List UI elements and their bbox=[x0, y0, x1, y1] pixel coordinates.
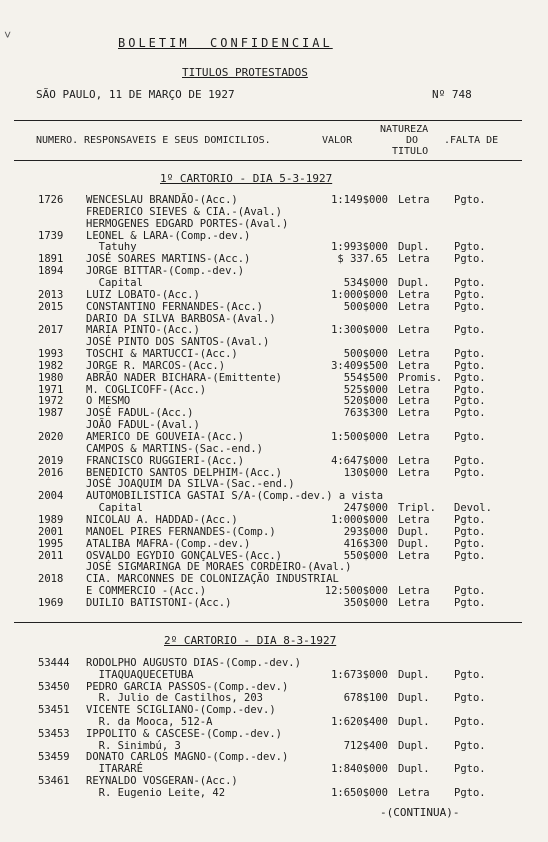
table-row bbox=[0, 455, 548, 467]
row-valor: 1:650$000 bbox=[331, 786, 388, 799]
row-responsavel: RODOLPHO AUGUSTO DIAS-(Comp.-dev.) bbox=[86, 657, 301, 669]
row-valor: 763$300 bbox=[343, 407, 388, 420]
row-natureza: Letra bbox=[398, 549, 430, 562]
table-row bbox=[0, 395, 548, 407]
row-number: 1726 bbox=[38, 194, 64, 206]
table-row bbox=[0, 550, 548, 562]
row-number: 1972 bbox=[38, 395, 64, 408]
row-responsavel: DONATO CARLOS MAGNO-(Comp.-dev.) bbox=[86, 751, 289, 764]
row-valor: 1:840$000 bbox=[331, 763, 388, 776]
row-falta: Pgto. bbox=[454, 253, 486, 266]
table-row bbox=[0, 206, 548, 218]
row-responsavel: OSVALDO EGYDIO GONÇALVES-(Acc.) bbox=[86, 549, 282, 562]
row-valor: 520$000 bbox=[343, 395, 388, 408]
row-valor: 1:620$400 bbox=[331, 716, 388, 728]
row-number: 2004 bbox=[38, 490, 64, 503]
row-falta: Pgto. bbox=[454, 431, 486, 443]
table-row bbox=[0, 419, 548, 431]
table-row bbox=[0, 538, 548, 550]
row-falta: Pgto. bbox=[454, 692, 486, 705]
row-responsavel: AMERICO DE GOUVEIA-(Acc.) bbox=[86, 431, 245, 443]
table-row bbox=[0, 407, 548, 419]
row-responsavel: BENEDICTO SANTOS DELPHIM-(Acc.) bbox=[86, 466, 282, 479]
row-falta: Pgto. bbox=[454, 407, 486, 420]
row-natureza: Letra bbox=[398, 348, 430, 361]
row-falta: Pgto. bbox=[454, 763, 486, 776]
row-responsavel: VICENTE SCIGLIANO-(Comp.-dev.) bbox=[86, 704, 276, 717]
row-responsavel: R. Eugenio Leite, 42 bbox=[86, 786, 226, 799]
table-row bbox=[0, 431, 548, 443]
table-row bbox=[0, 669, 548, 681]
row-falta: Pgto. bbox=[454, 549, 486, 562]
table-row bbox=[0, 657, 548, 669]
row-valor: 1:000$000 bbox=[331, 513, 388, 526]
row-natureza: Letra bbox=[398, 466, 430, 479]
table-row bbox=[0, 681, 548, 693]
row-falta: Pgto. bbox=[454, 276, 486, 289]
row-falta: Pgto. bbox=[454, 739, 486, 752]
row-responsavel: Capital bbox=[86, 276, 143, 289]
row-valor: 712$400 bbox=[343, 739, 388, 752]
row-natureza: Dupl. bbox=[398, 739, 430, 752]
row-falta: Pgto. bbox=[454, 466, 486, 479]
row-natureza: Letra bbox=[398, 324, 430, 337]
row-falta: Pgto. bbox=[454, 596, 486, 609]
row-natureza: Dupl. bbox=[398, 692, 430, 705]
row-falta: Pgto. bbox=[454, 395, 486, 408]
row-number: 2020 bbox=[38, 431, 64, 443]
row-natureza: Letra bbox=[398, 407, 430, 420]
table-row bbox=[0, 360, 548, 372]
row-natureza: Dupl. bbox=[398, 241, 430, 254]
row-responsavel: IPPOLITO & CASCESE-(Comp.-dev.) bbox=[86, 727, 282, 740]
row-valor: 534$000 bbox=[343, 276, 388, 289]
row-number: 1969 bbox=[38, 596, 64, 609]
row-natureza: Letra bbox=[398, 359, 430, 372]
table-row bbox=[0, 502, 548, 514]
row-number: 2017 bbox=[38, 324, 64, 337]
table-row bbox=[0, 467, 548, 479]
row-falta: Devol. bbox=[454, 502, 492, 515]
row-falta: Pgto. bbox=[454, 525, 486, 538]
row-number: 1987 bbox=[38, 407, 64, 420]
row-number: 53451 bbox=[38, 704, 70, 717]
bulletin-subtitle: TITULOS PROTESTADOS bbox=[182, 66, 308, 79]
row-valor: 350$000 bbox=[343, 596, 388, 609]
row-number: 53461 bbox=[38, 775, 70, 787]
row-responsavel: CONSTANTINO FERNANDES-(Acc.) bbox=[86, 300, 264, 313]
row-falta: Pgto. bbox=[454, 513, 486, 526]
row-responsavel: LUIZ LOBATO-(Acc.) bbox=[86, 288, 200, 301]
table-row bbox=[0, 301, 548, 313]
table-row bbox=[0, 253, 548, 265]
row-natureza: Letra bbox=[398, 454, 430, 467]
row-valor: 550$000 bbox=[343, 549, 388, 562]
row-natureza: Dupl. bbox=[398, 525, 430, 538]
table-row bbox=[0, 289, 548, 301]
table-row bbox=[0, 585, 548, 597]
row-natureza: Letra bbox=[398, 300, 430, 313]
table-row bbox=[0, 561, 548, 573]
row-number: 53450 bbox=[38, 680, 70, 693]
row-number: 2001 bbox=[38, 525, 64, 538]
row-natureza: Dupl. bbox=[398, 716, 430, 728]
row-natureza: Letra bbox=[398, 596, 430, 609]
row-valor: 247$000 bbox=[343, 502, 388, 515]
row-number: 1995 bbox=[38, 537, 64, 550]
table-row bbox=[0, 573, 548, 585]
col-natureza: NATUREZA bbox=[380, 124, 429, 135]
row-responsavel: NICOLAU A. HADDAD-(Acc.) bbox=[86, 513, 238, 526]
row-falta: Pgto. bbox=[454, 194, 486, 206]
row-natureza: Tripl. bbox=[398, 502, 436, 515]
table-row bbox=[0, 348, 548, 360]
row-natureza: Letra bbox=[398, 395, 430, 408]
table-row bbox=[0, 241, 548, 253]
row-responsavel: ITARARÉ bbox=[86, 763, 143, 776]
section-heading-2: 2º CARTORIO - DIA 8-3-1927 bbox=[164, 634, 337, 647]
table-row bbox=[0, 313, 548, 325]
table-row bbox=[0, 372, 548, 384]
row-falta: Pgto. bbox=[454, 786, 486, 799]
row-responsavel: JOSÉ PINTO DOS SANTOS-(Aval.) bbox=[86, 336, 270, 349]
table-row bbox=[0, 787, 548, 799]
row-responsavel: LEONEL & LARA-(Comp.-dev.) bbox=[86, 229, 251, 242]
row-natureza: Letra bbox=[398, 288, 430, 301]
row-responsavel: REYNALDO VOSGERAN-(Acc.) bbox=[86, 775, 238, 787]
row-number: 53444 bbox=[38, 657, 70, 669]
row-valor: 525$000 bbox=[343, 383, 388, 396]
row-responsavel: DUILIO BATISTONI-(Acc.) bbox=[86, 596, 232, 609]
row-responsavel: JOSÉ SIGMARINGA DE MORAES CORDEIRO-(Aval.) bbox=[86, 561, 352, 574]
col-do: DO bbox=[406, 135, 419, 146]
row-natureza: Letra bbox=[398, 253, 430, 266]
table-row bbox=[0, 704, 548, 716]
row-number: 53453 bbox=[38, 727, 70, 740]
row-valor: 554$500 bbox=[343, 371, 388, 384]
row-responsavel: M. COGLICOFF-(Acc.) bbox=[86, 383, 207, 396]
row-falta: Pgto. bbox=[454, 371, 486, 384]
row-falta: Pgto. bbox=[454, 300, 486, 313]
row-responsavel: ITAQUAQUECETUBA bbox=[86, 668, 194, 681]
row-responsavel: ATALIBA MAFRA-(Comp.-dev.) bbox=[86, 537, 251, 550]
row-valor: 1:500$000 bbox=[331, 431, 388, 443]
row-falta: Pgto. bbox=[454, 383, 486, 396]
table-row bbox=[0, 194, 548, 206]
row-responsavel: HERMOGENES EDGARD PORTES-(Aval.) bbox=[86, 217, 289, 230]
row-responsavel: JOSÉ SOARES MARTINS-(Acc.) bbox=[86, 253, 251, 266]
col-valor: VALOR bbox=[322, 135, 353, 146]
row-valor: 1:000$000 bbox=[331, 288, 388, 301]
row-natureza: Letra bbox=[398, 585, 430, 598]
row-responsavel: JOSÉ FADUL-(Acc.) bbox=[86, 407, 194, 420]
table-row bbox=[0, 751, 548, 763]
margin-mark: ˅ bbox=[4, 28, 12, 42]
table-row bbox=[0, 728, 548, 740]
table-row bbox=[0, 277, 548, 289]
row-natureza: Promis. bbox=[398, 371, 443, 384]
row-natureza: Letra bbox=[398, 786, 430, 799]
row-responsavel: AUTOMOBILISTICA GASTAI S/A-(Comp.-dev.) a vista bbox=[86, 490, 384, 503]
bulletin-number: Nº 748 bbox=[432, 88, 472, 101]
row-valor: 12:500$000 bbox=[324, 585, 388, 598]
row-responsavel: CAMPOS & MARTINS-(Sac.-end.) bbox=[86, 442, 264, 455]
row-falta: Pgto. bbox=[454, 324, 486, 337]
row-responsavel: Tatuhy bbox=[86, 241, 137, 254]
table-row bbox=[0, 597, 548, 609]
row-number: 1971 bbox=[38, 383, 64, 396]
table-row bbox=[0, 775, 548, 787]
table-row bbox=[0, 763, 548, 775]
row-responsavel: TOSCHI & MARTUCCI-(Acc.) bbox=[86, 348, 238, 361]
table-row bbox=[0, 230, 548, 242]
row-number: 2016 bbox=[38, 466, 64, 479]
row-responsavel: JOSÉ JOAQUIM DA SILVA-(Sac.-end.) bbox=[86, 478, 295, 491]
col-responsaveis: RESPONSAVEIS E SEUS DOMICILIOS. bbox=[84, 135, 271, 146]
row-number: 1989 bbox=[38, 513, 64, 526]
table-row bbox=[0, 740, 548, 752]
row-responsavel: JORGE R. MARCOS-(Acc.) bbox=[86, 359, 226, 372]
city-date: SÃO PAULO, 11 DE MARÇO DE 1927 bbox=[36, 88, 235, 101]
bulletin-title: BOLETIM CONFIDENCIAL bbox=[118, 36, 333, 50]
row-number: 1993 bbox=[38, 348, 64, 361]
row-number: 2011 bbox=[38, 549, 64, 562]
table-row bbox=[0, 478, 548, 490]
table-row bbox=[0, 324, 548, 336]
row-valor: 1:300$000 bbox=[331, 324, 388, 337]
row-natureza: Dupl. bbox=[398, 276, 430, 289]
col-numero: NUMERO. bbox=[36, 135, 79, 146]
row-falta: Pgto. bbox=[454, 288, 486, 301]
row-responsavel: PEDRO GARCIA PASSOS-(Comp.-dev.) bbox=[86, 680, 289, 693]
row-responsavel: E COMMERCIO -(Acc.) bbox=[86, 585, 207, 598]
row-valor: 1:993$000 bbox=[331, 241, 388, 254]
row-valor: 293$000 bbox=[343, 525, 388, 538]
table-row bbox=[0, 265, 548, 277]
row-responsavel: JORGE BITTAR-(Comp.-dev.) bbox=[86, 265, 245, 278]
table-row bbox=[0, 692, 548, 704]
table-row bbox=[0, 218, 548, 230]
row-falta: Pgto. bbox=[454, 241, 486, 254]
row-responsavel: DARIO DA SILVA BARBOSA-(Aval.) bbox=[86, 312, 276, 325]
table-row bbox=[0, 526, 548, 538]
row-number: 2019 bbox=[38, 454, 64, 467]
row-valor: $ 337.65 bbox=[337, 253, 388, 266]
column-header bbox=[36, 123, 506, 157]
row-valor: 1:149$000 bbox=[331, 194, 388, 206]
row-responsavel: WENCESLAU BRANDÃO-(Acc.) bbox=[86, 194, 238, 206]
row-number: 1894 bbox=[38, 265, 64, 278]
row-falta: Pgto. bbox=[454, 668, 486, 681]
row-natureza: Letra bbox=[398, 383, 430, 396]
row-valor: 500$000 bbox=[343, 348, 388, 361]
row-responsavel: Capital bbox=[86, 502, 143, 515]
row-valor: 416$300 bbox=[343, 537, 388, 550]
row-falta: Pgto. bbox=[454, 537, 486, 550]
row-number: 2018 bbox=[38, 573, 64, 586]
table-row bbox=[0, 336, 548, 348]
section-heading-1: 1º CARTORIO - DIA 5-3-1927 bbox=[160, 172, 333, 185]
table-row bbox=[0, 384, 548, 396]
row-number: 1980 bbox=[38, 371, 64, 384]
row-valor: 3:409$500 bbox=[331, 359, 388, 372]
row-number: 1891 bbox=[38, 253, 64, 266]
row-responsavel: CIA. MARCONNES DE COLONIZAÇÃO INDUSTRIAL bbox=[86, 573, 339, 586]
continua-label: -(CONTINUA)- bbox=[380, 806, 460, 819]
row-natureza: Dupl. bbox=[398, 537, 430, 550]
row-natureza: Letra bbox=[398, 513, 430, 526]
row-natureza: Letra bbox=[398, 194, 430, 206]
header-bottom-rule bbox=[14, 160, 522, 161]
row-number: 2015 bbox=[38, 300, 64, 313]
row-responsavel: MARIA PINTO-(Acc.) bbox=[86, 324, 200, 337]
row-valor: 1:673$000 bbox=[331, 668, 388, 681]
table-row bbox=[0, 490, 548, 502]
row-responsavel: R. Sinimbú, 3 bbox=[86, 739, 181, 752]
header-top-rule bbox=[14, 120, 522, 121]
row-number: 1982 bbox=[38, 359, 64, 372]
row-natureza: Dupl. bbox=[398, 668, 430, 681]
col-titulo: TITULO bbox=[392, 146, 429, 157]
row-responsavel: JOÃO FADUL-(Aval.) bbox=[86, 419, 200, 432]
row-valor: 500$000 bbox=[343, 300, 388, 313]
row-responsavel: FRANCISCO RUGGIERI-(Acc.) bbox=[86, 454, 245, 467]
row-valor: 4:647$000 bbox=[331, 454, 388, 467]
row-number: 1739 bbox=[38, 229, 64, 242]
row-falta: Pgto. bbox=[454, 585, 486, 598]
row-responsavel: MANOEL PIRES FERNANDES-(Comp.) bbox=[86, 525, 276, 538]
row-responsavel: ABRÃO NADER BICHARA-(Emittente) bbox=[86, 371, 282, 384]
row-number: 2013 bbox=[38, 288, 64, 301]
row-falta: Pgto. bbox=[454, 359, 486, 372]
row-valor: 678$100 bbox=[343, 692, 388, 705]
table-row bbox=[0, 443, 548, 455]
row-responsavel: FREDERICO SIEVES & CIA.-(Aval.) bbox=[86, 205, 282, 218]
row-number: 53459 bbox=[38, 751, 70, 764]
col-falta: .FALTA DE bbox=[444, 135, 499, 146]
table-row bbox=[0, 514, 548, 526]
row-responsavel: R. da Mooca, 512-A bbox=[86, 716, 213, 728]
row-valor: 130$000 bbox=[343, 466, 388, 479]
row-natureza: Letra bbox=[398, 431, 430, 443]
table-row bbox=[0, 716, 548, 728]
section-divider bbox=[14, 622, 522, 623]
row-falta: Pgto. bbox=[454, 454, 486, 467]
row-falta: Pgto. bbox=[454, 716, 486, 728]
row-natureza: Dupl. bbox=[398, 763, 430, 776]
row-responsavel: O MESMO bbox=[86, 395, 131, 408]
row-falta: Pgto. bbox=[454, 348, 486, 361]
row-responsavel: R. Julio de Castilhos, 203 bbox=[86, 692, 264, 705]
